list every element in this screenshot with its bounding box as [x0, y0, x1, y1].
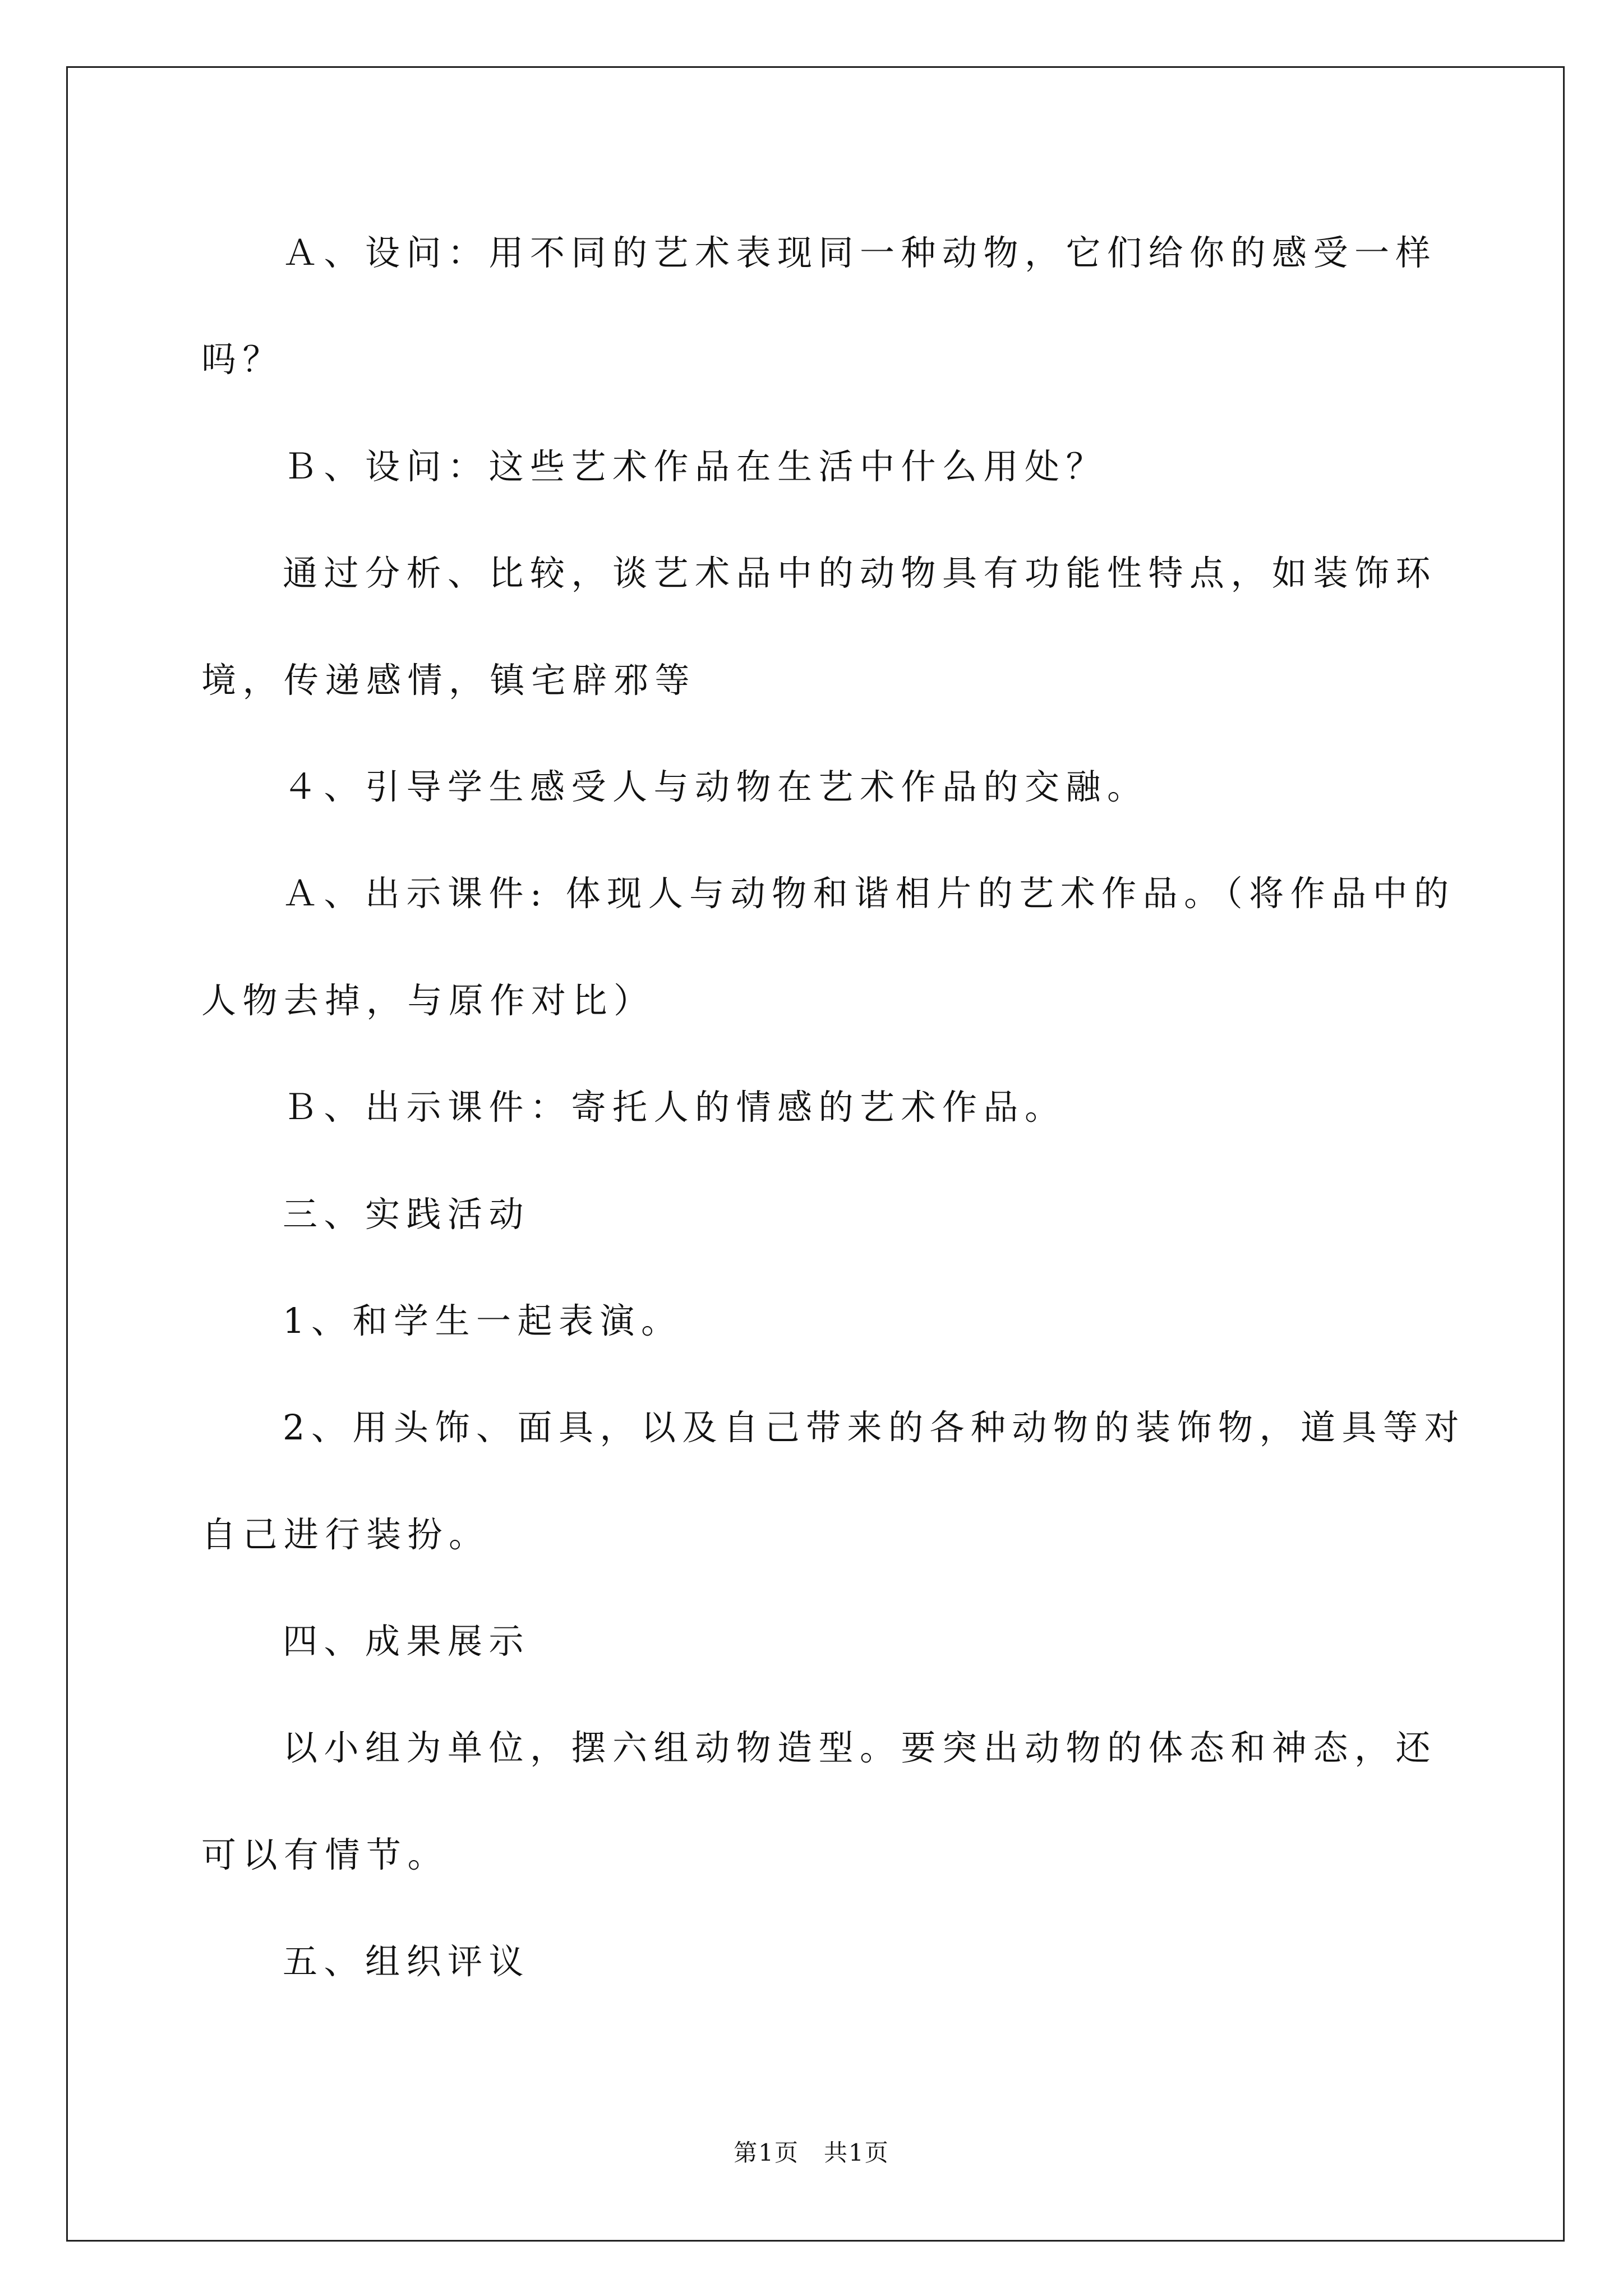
text-line: 四、成果展示: [283, 1621, 531, 1662]
text-line: 五、组织评议: [283, 1941, 531, 1982]
text-line: Ａ、设问：用不同的艺术表现同一种动物，它们给你的感受一样: [283, 232, 1437, 273]
paragraph: [201, 1268, 1491, 1374]
paragraph: [201, 1054, 1491, 1161]
paragraph: [201, 840, 1491, 1054]
text-line: 人物去掉，与原作对比）: [201, 979, 655, 1021]
text-line: 2、用头饰、面具，以及自己带来的各种动物的装饰物，道具等对: [283, 1407, 1465, 1448]
text-line: Ａ、出示课件: 体现人与动物和谐相片的艺术作品。（将作品中的: [283, 873, 1455, 914]
document-body: [201, 200, 1491, 2016]
paragraph: [201, 1374, 1491, 1588]
text-line: Ｂ、出示课件：寄托人的情感的艺术作品。: [283, 1087, 1066, 1128]
text-line: ４、引导学生感受人与动物在艺术作品的交融。: [283, 766, 1149, 807]
section-heading: [201, 1908, 1491, 2015]
text-line: 境，传递感情，镇宅辟邪等: [201, 659, 697, 701]
text-line: 三、实践活动: [283, 1193, 531, 1235]
section-heading: [201, 1588, 1491, 1695]
paragraph: [201, 520, 1491, 734]
paragraph: [201, 734, 1491, 840]
text-line: 自己进行装扮。: [201, 1513, 490, 1555]
paragraph: [201, 1695, 1491, 1908]
text-line: 吗？: [201, 339, 284, 380]
text-line: 通过分析、比较，谈艺术品中的动物具有功能性特点，如装饰环: [283, 553, 1437, 594]
paragraph: [201, 200, 1491, 413]
text-line: 可以有情节。: [201, 1834, 449, 1875]
section-heading: [201, 1161, 1491, 1268]
paragraph: [201, 413, 1491, 520]
page-number-footer: 第1页 共1页: [734, 2139, 889, 2166]
text-line: 以小组为单位，摆六组动物造型。要突出动物的体态和神态，还: [283, 1727, 1437, 1769]
text-line: Ｂ、设问：这些艺术作品在生活中什么用处？: [283, 445, 1108, 487]
text-line: 1、和学生一起表演。: [283, 1300, 683, 1341]
